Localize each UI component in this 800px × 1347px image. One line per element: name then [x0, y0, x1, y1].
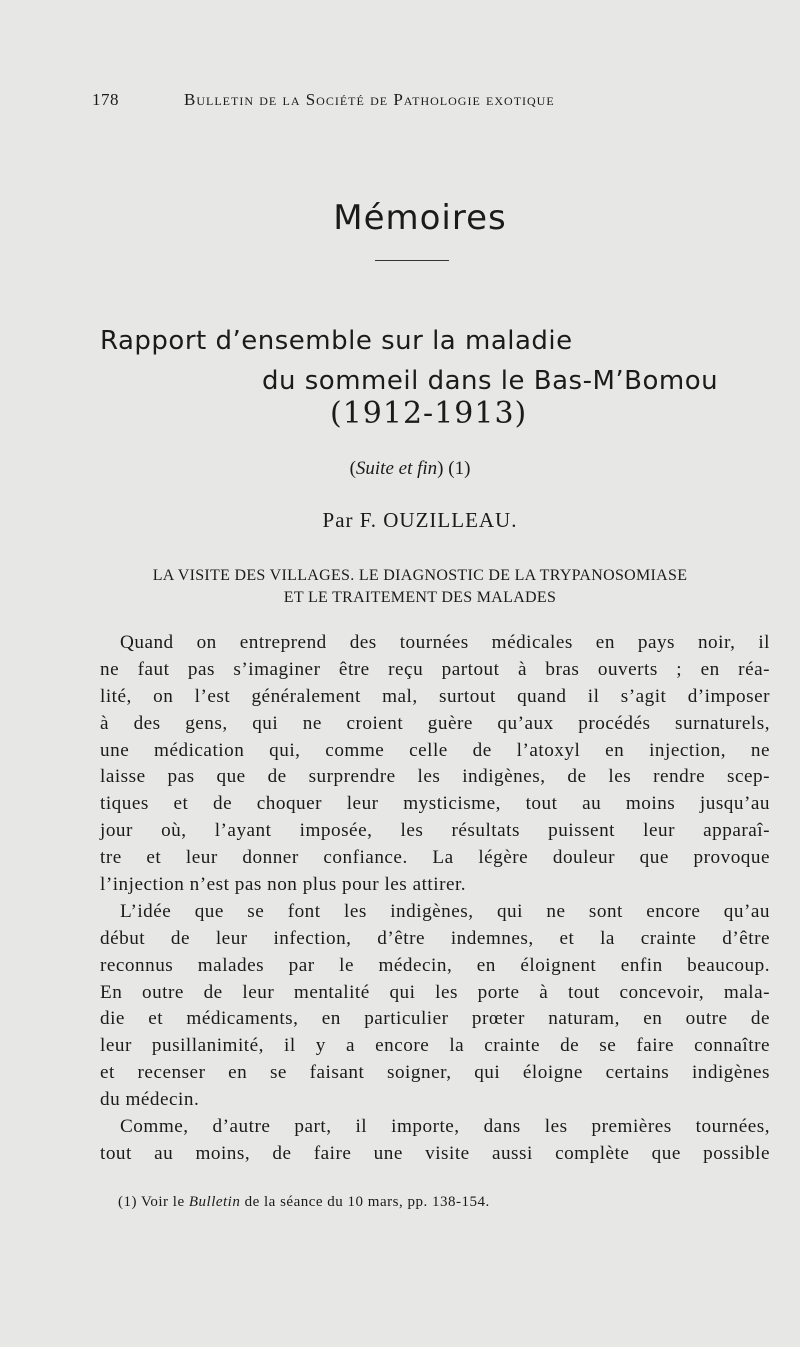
body-text: [100, 630, 770, 1168]
article-author: Par F. OUZILLEAU.: [322, 508, 518, 532]
section-title: Mémoires: [333, 198, 507, 238]
body-line: tre et leur donner confiance. La légère douleur que provoque: [100, 847, 770, 869]
body-line: à des gens, qui ne croient guère qu’aux procédés surnaturels,: [100, 712, 770, 734]
section-heading: [100, 565, 740, 609]
body-line: début de leur infection, d’être indemnes, et la crainte d’être: [100, 927, 770, 949]
running-title: Bulletin de la Société de Pathologie exotique: [184, 90, 555, 109]
body-line: leur pusillanimité, il y a encore la crainte de se faire connaître: [100, 1035, 770, 1057]
body-line: L’idée que se font les indigènes, qui ne sont encore qu’au: [120, 900, 770, 922]
title-divider: [375, 260, 449, 261]
body-line: reconnus malades par le médecin, en éloignent enfin beaucoup.: [100, 954, 770, 976]
body-line: ne faut pas s’imaginer être reçu partout à bras ouverts ; en réa-: [100, 658, 770, 680]
body-line: jour où, l’ayant imposée, les résultats puissent leur apparaî-: [100, 820, 770, 842]
body-line: Comme, d’autre part, il importe, dans les premières tournées,: [120, 1116, 770, 1138]
body-line: l’injection n’est pas non plus pour les attirer.: [100, 874, 467, 896]
body-line: laisse pas que de surprendre les indigènes, de les rendre scep-: [100, 766, 770, 788]
body-line: une médication qui, comme celle de l’atoxyl en injection, ne: [100, 739, 770, 761]
body-line: tout au moins, de faire une visite aussi complète que possible: [100, 1142, 770, 1164]
subtitle-close: ) (1): [437, 458, 471, 479]
section-heading-line-2: ET LE TRAITEMENT DES MALADES: [283, 589, 557, 606]
body-line: die et médicaments, en particulier prœter naturam, en outre de: [100, 1008, 770, 1030]
article-title-years: (1912-1913): [330, 396, 528, 431]
article-subtitle: [0, 458, 800, 480]
body-line: En outre de leur mentalité qui les porte à tout concevoir, mala-: [100, 981, 770, 1003]
subtitle-open: (: [349, 458, 356, 479]
article-title-line-2: du sommeil dans le Bas-M’Bomou: [262, 366, 719, 396]
body-line: tiques et de choquer leur mysticisme, tout au moins jusqu’au: [100, 793, 770, 815]
footnote-italic: Bulletin: [188, 1194, 241, 1210]
page-number: 178: [92, 90, 119, 109]
footnote-suffix: de la séance du 10 mars, pp. 138-154.: [240, 1194, 490, 1210]
article-title-line-1: Rapport d’ensemble sur la maladie: [100, 326, 573, 356]
body-line: et recenser en se faisant soigner, qui éloigne certains indigènes: [100, 1062, 770, 1084]
footnote: [118, 1194, 490, 1211]
body-line: du médecin.: [100, 1089, 200, 1111]
body-line: lité, on l’est généralement mal, surtout quand il s’agit d’imposer: [100, 685, 770, 707]
subtitle-italic: Suite et fin: [355, 458, 438, 479]
footnote-prefix: (1) Voir le: [118, 1194, 189, 1210]
section-heading-line-1: LA VISITE DES VILLAGES. LE DIAGNOSTIC DE LA TRYPANOSOMIASE: [152, 567, 688, 584]
body-line: Quand on entreprend des tournées médicales en pays noir, il: [120, 632, 770, 653]
